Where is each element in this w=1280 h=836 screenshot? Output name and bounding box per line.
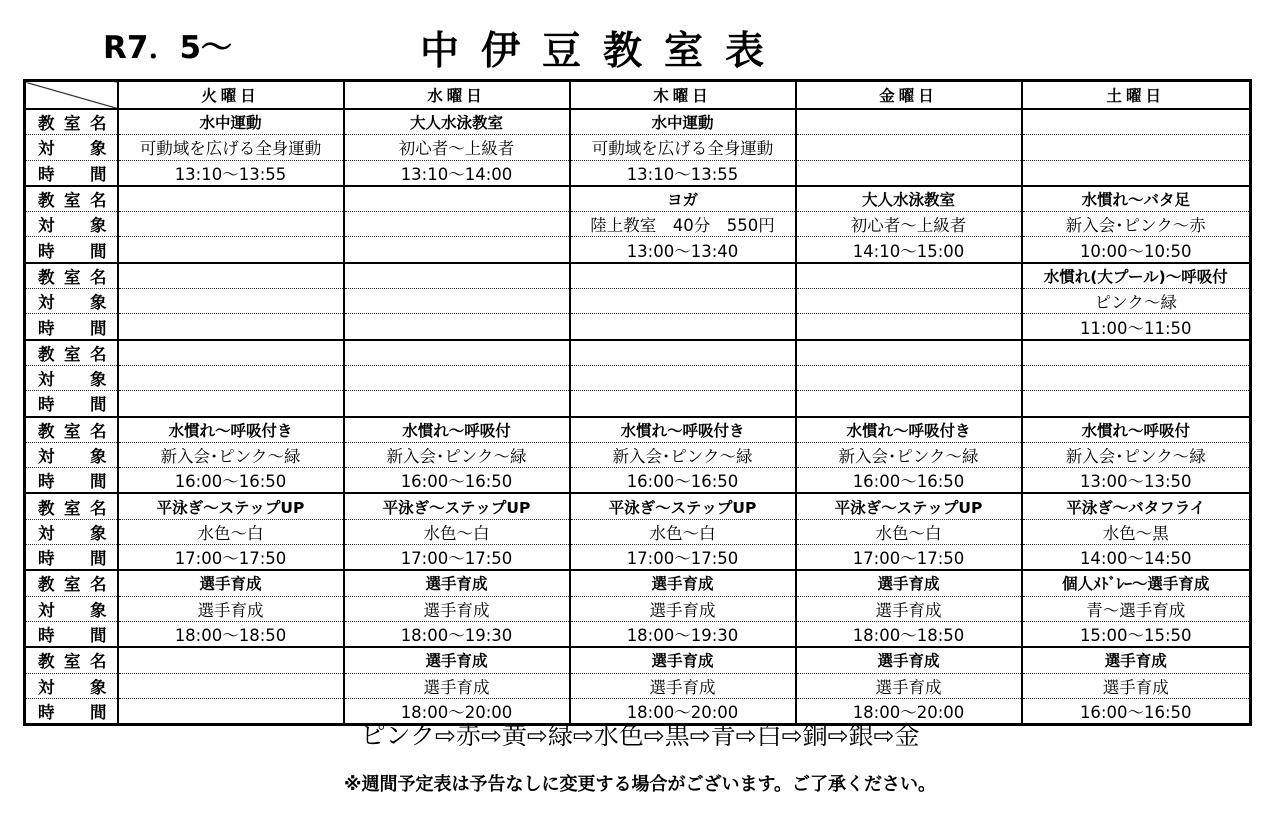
class-name-cell: 選手育成: [1022, 647, 1251, 673]
class-name-cell: 水慣れ～呼吸付: [1022, 417, 1251, 443]
class-name-cell: [118, 186, 344, 212]
row-label-time: 時間: [25, 621, 118, 647]
row-label-target: 対象: [25, 212, 118, 237]
class-time-cell: 10:00～10:50: [1022, 237, 1251, 263]
class-time-cell: 17:00～17:50: [344, 545, 570, 571]
row-label-time: 時間: [25, 237, 118, 263]
class-name-cell: 水慣れ～呼吸付き: [118, 417, 344, 443]
row-label-target: 対象: [25, 596, 118, 621]
class-time-cell: 13:10～14:00: [344, 160, 570, 186]
schedule-row-time: [25, 160, 1251, 186]
class-time-cell: 16:00～16:50: [118, 468, 344, 494]
row-label-target: 対象: [25, 135, 118, 160]
class-name-cell: [344, 186, 570, 212]
schedule-row-name: [25, 647, 1251, 673]
class-name-cell: 個人ﾒﾄﾞﾚｰ～選手育成: [1022, 570, 1251, 596]
class-target-cell: [118, 212, 344, 237]
class-name-cell: 平泳ぎ～バタフライ: [1022, 493, 1251, 519]
class-time-cell: [1022, 391, 1251, 417]
day-header: 火曜日: [118, 81, 344, 110]
class-time-cell: [344, 391, 570, 417]
class-target-cell: 可動域を広げる全身運動: [118, 135, 344, 160]
schedule-body: [25, 109, 1251, 725]
class-name-cell: [796, 263, 1022, 289]
schedule-row-time: [25, 621, 1251, 647]
class-time-cell: [344, 237, 570, 263]
class-time-cell: 16:00～16:50: [570, 468, 796, 494]
class-name-cell: 選手育成: [118, 570, 344, 596]
class-time-cell: 13:00～13:40: [570, 237, 796, 263]
class-name-cell: 選手育成: [796, 647, 1022, 673]
class-name-cell: 水中運動: [118, 109, 344, 135]
class-target-cell: [796, 289, 1022, 314]
class-target-cell: 新入会･ピンク～緑: [1022, 442, 1251, 467]
class-target-cell: 初心者～上級者: [796, 212, 1022, 237]
class-target-cell: 水色～黒: [1022, 519, 1251, 544]
class-time-cell: 14:00～14:50: [1022, 545, 1251, 571]
schedule-row-target: [25, 212, 1251, 237]
class-target-cell: 選手育成: [344, 596, 570, 621]
schedule-row-target: [25, 289, 1251, 314]
class-target-cell: 新入会･ピンク～緑: [796, 442, 1022, 467]
class-target-cell: [344, 365, 570, 390]
class-time-cell: [796, 160, 1022, 186]
day-header: 土曜日: [1022, 81, 1251, 110]
class-name-cell: [344, 340, 570, 366]
row-label-time: 時間: [25, 314, 118, 340]
class-name-cell: 水慣れ～呼吸付き: [796, 417, 1022, 443]
class-target-cell: 選手育成: [796, 673, 1022, 698]
class-target-cell: 水色～白: [570, 519, 796, 544]
row-label-target: 対象: [25, 442, 118, 467]
class-time-cell: 18:00～19:30: [344, 621, 570, 647]
schedule-row-target: [25, 519, 1251, 544]
class-target-cell: [118, 289, 344, 314]
class-name-cell: 水中運動: [570, 109, 796, 135]
class-target-cell: 新入会･ピンク～緑: [570, 442, 796, 467]
class-name-cell: 平泳ぎ～ステップUP: [344, 493, 570, 519]
class-target-cell: ピンク～緑: [1022, 289, 1251, 314]
schedule-row-name: [25, 493, 1251, 519]
class-time-cell: 18:00～18:50: [118, 621, 344, 647]
class-name-cell: 選手育成: [344, 570, 570, 596]
class-name-cell: 水慣れ(大プール)～呼吸付: [1022, 263, 1251, 289]
row-label-name: 教室名: [25, 493, 118, 519]
class-time-cell: [570, 391, 796, 417]
class-target-cell: 選手育成: [570, 596, 796, 621]
row-label-name: 教室名: [25, 570, 118, 596]
schedule-row-target: [25, 673, 1251, 698]
class-time-cell: 16:00～16:50: [344, 468, 570, 494]
class-target-cell: 初心者～上級者: [344, 135, 570, 160]
class-target-cell: 選手育成: [118, 596, 344, 621]
class-time-cell: 11:00～11:50: [1022, 314, 1251, 340]
class-target-cell: 水色～白: [344, 519, 570, 544]
row-label-time: 時間: [25, 468, 118, 494]
class-target-cell: 新入会･ピンク～赤: [1022, 212, 1251, 237]
class-time-cell: 17:00～17:50: [118, 545, 344, 571]
day-header-row: [25, 81, 1251, 110]
schedule-row-name: [25, 340, 1251, 366]
class-target-cell: [796, 135, 1022, 160]
schedule-row-target: [25, 135, 1251, 160]
class-name-cell: [344, 263, 570, 289]
class-time-cell: [796, 314, 1022, 340]
row-label-target: 対象: [25, 289, 118, 314]
class-name-cell: 水慣れ～呼吸付き: [570, 417, 796, 443]
class-time-cell: 17:00～17:50: [796, 545, 1022, 571]
class-target-cell: [1022, 135, 1251, 160]
class-time-cell: 18:00～20:00: [570, 698, 796, 724]
class-name-cell: [118, 340, 344, 366]
class-target-cell: [570, 365, 796, 390]
class-target-cell: 選手育成: [344, 673, 570, 698]
class-target-cell: [570, 289, 796, 314]
row-label-target: 対象: [25, 519, 118, 544]
class-target-cell: 新入会･ピンク～緑: [344, 442, 570, 467]
class-name-cell: 平泳ぎ～ステップUP: [118, 493, 344, 519]
class-time-cell: [570, 314, 796, 340]
class-name-cell: [796, 109, 1022, 135]
schedule-row-name: [25, 417, 1251, 443]
schedule-row-time: [25, 391, 1251, 417]
row-label-time: 時間: [25, 160, 118, 186]
class-time-cell: 16:00～16:50: [796, 468, 1022, 494]
class-time-cell: [118, 314, 344, 340]
schedule-row-time: [25, 545, 1251, 571]
day-header: 金曜日: [796, 81, 1022, 110]
class-name-cell: [1022, 340, 1251, 366]
class-target-cell: 選手育成: [1022, 673, 1251, 698]
date-label: R7．5～: [103, 30, 233, 66]
class-target-cell: 可動域を広げる全身運動: [570, 135, 796, 160]
class-name-cell: [118, 263, 344, 289]
class-time-cell: 15:00～15:50: [1022, 621, 1251, 647]
class-time-cell: 14:10～15:00: [796, 237, 1022, 263]
row-label-time: 時間: [38, 702, 107, 722]
class-target-cell: [344, 212, 570, 237]
class-target-cell: 選手育成: [796, 596, 1022, 621]
schedule-row-time: [25, 314, 1251, 340]
class-target-cell: [1022, 365, 1251, 390]
schedule-row-name: [25, 109, 1251, 135]
class-target-cell: 水色～白: [796, 519, 1022, 544]
class-name-cell: 大人水泳教室: [796, 186, 1022, 212]
schedule-row-target: [25, 365, 1251, 390]
row-label-name: 教室名: [25, 647, 118, 673]
schedule-notice: ※週間予定表は予告なしに変更する場合がございます。ご了承ください。: [343, 774, 937, 795]
day-header: 水曜日: [344, 81, 570, 110]
class-name-cell: [796, 340, 1022, 366]
class-name-cell: [570, 263, 796, 289]
row-label-name: 教室名: [25, 417, 118, 443]
class-name-cell: 選手育成: [344, 647, 570, 673]
class-time-cell: [118, 237, 344, 263]
class-name-cell: 選手育成: [570, 570, 796, 596]
class-target-cell: 水色～白: [118, 519, 344, 544]
class-time-cell: 18:00～20:00: [344, 698, 570, 724]
class-time-cell: 17:00～17:50: [570, 545, 796, 571]
class-time-cell: 13:10～13:55: [570, 160, 796, 186]
class-target-cell: 新入会･ピンク～緑: [118, 442, 344, 467]
class-target-cell: 選手育成: [570, 673, 796, 698]
schedule-row-name: [25, 263, 1251, 289]
class-time-cell: 13:00～13:50: [1022, 468, 1251, 494]
color-order-legend: ピンク⇨赤⇨黄⇨緑⇨水色⇨黒⇨青⇨白⇨銅⇨銀⇨金: [360, 721, 920, 750]
class-name-cell: 水慣れ～バタ足: [1022, 186, 1251, 212]
class-target-cell: [118, 673, 344, 698]
row-label-name: 教室名: [25, 186, 118, 212]
schedule-row-time: [25, 237, 1251, 263]
class-name-cell: 平泳ぎ～ステップUP: [570, 493, 796, 519]
schedule-table: [23, 79, 1252, 726]
page-title: 中伊豆教室表: [420, 29, 787, 74]
schedule-row-time: [25, 468, 1251, 494]
class-name-cell: 大人水泳教室: [344, 109, 570, 135]
schedule-row-name: [25, 570, 1251, 596]
class-time-cell: 18:00～18:50: [796, 621, 1022, 647]
class-name-cell: 平泳ぎ～ステップUP: [796, 493, 1022, 519]
schedule-row-target: [25, 596, 1251, 621]
day-header: 木曜日: [570, 81, 796, 110]
row-label-name: 教室名: [25, 263, 118, 289]
class-target-cell: [796, 365, 1022, 390]
row-label-time: 時間: [25, 391, 118, 417]
class-target-cell: 青～選手育成: [1022, 596, 1251, 621]
row-label-target: 対象: [25, 365, 118, 390]
class-name-cell: [570, 340, 796, 366]
class-time-cell: [344, 314, 570, 340]
class-name-cell: 選手育成: [570, 647, 796, 673]
class-time-cell: [796, 391, 1022, 417]
row-label-target: 対象: [25, 673, 118, 698]
class-target-cell: [118, 365, 344, 390]
class-name-cell: ヨガ: [570, 186, 796, 212]
class-time-cell: 18:00～20:00: [796, 698, 1022, 724]
row-label-name: 教室名: [25, 340, 118, 366]
class-name-cell: [118, 647, 344, 673]
class-time-cell: 13:10～13:55: [118, 160, 344, 186]
class-target-cell: 陸上教室 40分 550円: [570, 212, 796, 237]
schedule-row-target: [25, 442, 1251, 467]
class-target-cell: [344, 289, 570, 314]
class-name-cell: [1022, 109, 1251, 135]
row-label-time: 時間: [25, 545, 118, 571]
class-time-cell: [1022, 160, 1251, 186]
class-time-cell: 18:00～19:30: [570, 621, 796, 647]
class-name-cell: 水慣れ～呼吸付: [344, 417, 570, 443]
class-time-cell: 16:00～16:50: [1022, 698, 1251, 724]
schedule-row-name: [25, 186, 1251, 212]
corner-cell: [25, 81, 118, 110]
class-name-cell: 選手育成: [796, 570, 1022, 596]
row-label-name: 教室名: [25, 109, 118, 135]
class-time-cell: [118, 391, 344, 417]
